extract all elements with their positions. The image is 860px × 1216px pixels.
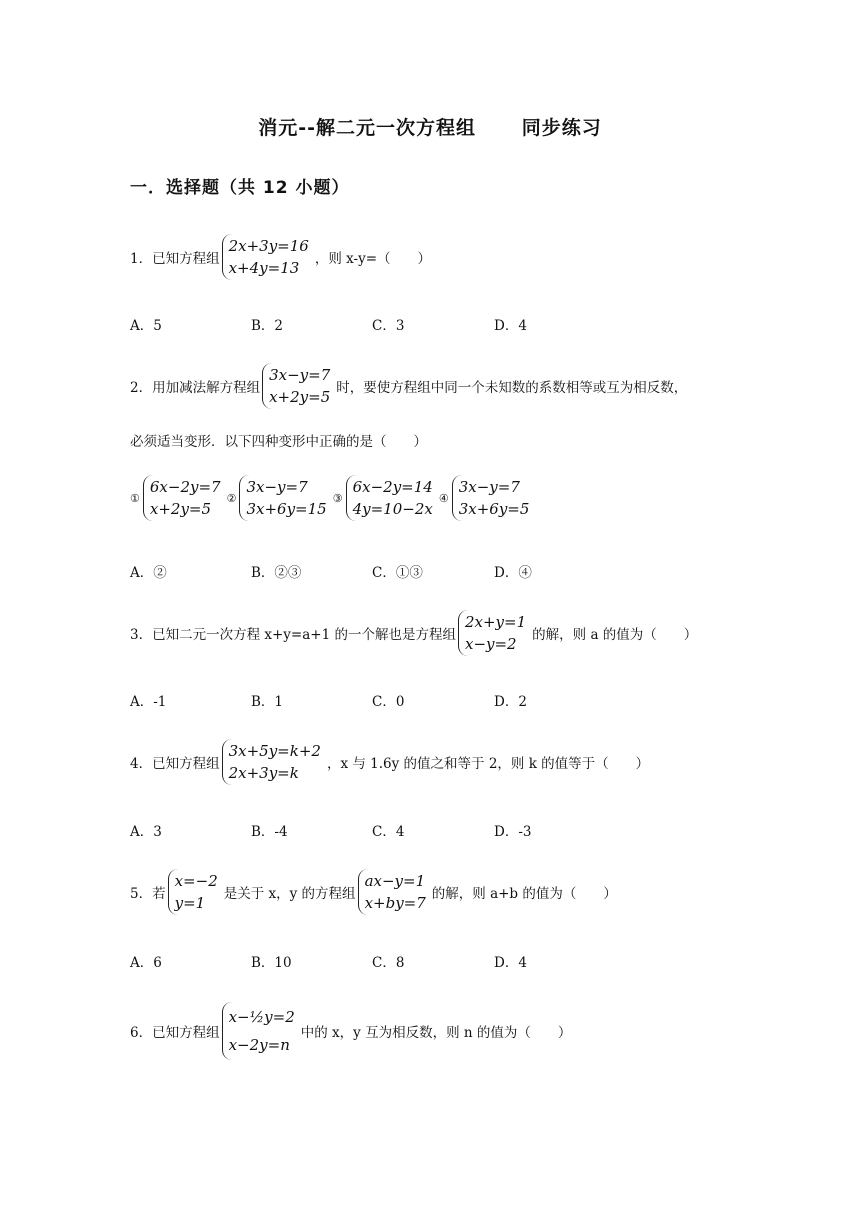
- option-b: B．2: [251, 318, 284, 334]
- option-a: A．6: [130, 955, 162, 971]
- option-c: C．4: [372, 824, 405, 840]
- variant-system-1: 6x−2y=7 x+2y=5: [143, 475, 225, 521]
- question-2: [130, 363, 687, 409]
- option-b: B．-4: [251, 824, 288, 840]
- q1-prefix: 1．已知方程组: [130, 251, 220, 267]
- q4-prefix: 4．已知方程组: [130, 756, 220, 772]
- q1-suffix: ，则 x-y=（ ）: [314, 251, 432, 267]
- option-a: A．②: [130, 565, 167, 581]
- option-a: A．3: [130, 824, 162, 840]
- q6-system: x−½y=2 x−2y=n: [222, 1002, 299, 1060]
- q5-middle: 是关于 x，y 的方程组: [223, 886, 356, 902]
- q5-suffix: 的解，则 a+b 的值为（ ）: [431, 886, 617, 902]
- variant-system-3: 6x−2y=14 4y=10−2x: [346, 475, 437, 521]
- q5-solution-system: x=−2 y=1: [168, 869, 222, 915]
- option-b: B．1: [251, 694, 284, 710]
- variant-mark-3: ③: [332, 491, 343, 505]
- variant-mark-4: ④: [438, 491, 449, 505]
- q4-suffix: ，x 与 1.6y 的值之和等于 2，则 k 的值等于（ ）: [326, 756, 650, 772]
- option-d: D．④: [494, 565, 532, 581]
- variant-mark-2: ②: [226, 491, 237, 505]
- q3-prefix: 3．已知二元一次方程 x+y=a+1 的一个解也是方程组: [130, 627, 456, 643]
- q2-variants: [130, 475, 535, 521]
- question-5: [130, 869, 617, 915]
- option-d: D．-3: [494, 824, 532, 840]
- option-c: C．3: [372, 318, 405, 334]
- option-b: B．②③: [251, 565, 302, 581]
- variant-system-4: 3x−y=7 3x+6y=5: [452, 475, 534, 521]
- q3-options: [130, 690, 527, 710]
- q2-line2: 必须适当变形．以下四种变形中正确的是（ ）: [130, 434, 427, 450]
- option-a: A．5: [130, 318, 162, 334]
- q5-prefix: 5．若: [130, 886, 166, 902]
- q6-suffix: 中的 x，y 互为相反数，则 n 的值为（ ）: [300, 1025, 572, 1041]
- option-a: A．-1: [130, 694, 167, 710]
- q2-prefix: 2．用加减法解方程组: [130, 380, 261, 396]
- variant-mark-1: ①: [130, 491, 140, 505]
- q3-suffix: 的解，则 a 的值为（ ）: [532, 627, 698, 643]
- question-1: [130, 234, 431, 280]
- q6-prefix: 6．已知方程组: [130, 1025, 220, 1041]
- q2-options: [130, 561, 532, 581]
- option-b: B．10: [251, 955, 292, 971]
- option-c: C．0: [372, 694, 405, 710]
- section-heading: 一．选择题（共 12 小题）: [130, 178, 350, 198]
- option-c: C．①③: [372, 565, 423, 581]
- page-title: 消元--解二元一次方程组 同步练习: [258, 117, 602, 139]
- question-4: [130, 739, 649, 785]
- q2-system: 3x−y=7 x+2y=5: [262, 363, 334, 409]
- option-d: D．2: [494, 694, 527, 710]
- option-c: C．8: [372, 955, 405, 971]
- question-3: [130, 610, 697, 656]
- q5-system: ax−y=1 x+by=7: [358, 869, 430, 915]
- q2-suffix: 时，要使方程组中同一个未知数的系数相等或互为相反数，: [336, 380, 688, 396]
- variant-system-2: 3x−y=7 3x+6y=15: [239, 475, 330, 521]
- option-d: D．4: [494, 318, 527, 334]
- q5-options: [130, 951, 527, 971]
- question-6: [130, 1002, 571, 1060]
- q1-options: [130, 314, 527, 334]
- q4-system: 3x+5y=k+2 2x+3y=k: [222, 739, 325, 785]
- q3-system: 2x+y=1 x−y=2: [458, 610, 530, 656]
- q4-options: [130, 820, 531, 840]
- q1-system: 2x+3y=16 x+4y=13: [222, 234, 313, 280]
- option-d: D．4: [494, 955, 527, 971]
